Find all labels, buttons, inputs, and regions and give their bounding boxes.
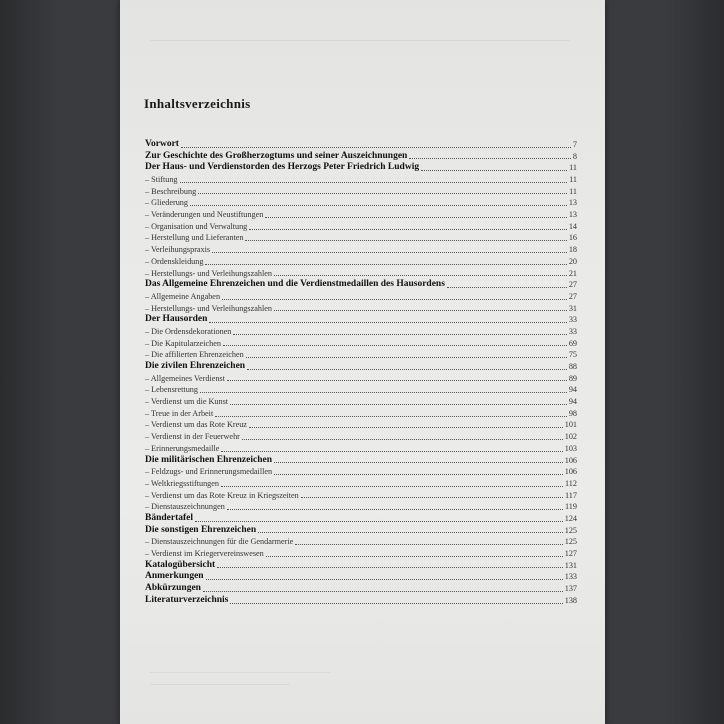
dot-leader [230,404,567,405]
dot-leader [265,217,567,218]
toc-subentry [145,478,577,490]
dot-leader [447,287,567,288]
toc-subentry [145,291,577,303]
toc-heading [145,139,577,151]
toc-page-number: 112 [565,478,577,488]
dot-leader [221,451,562,452]
toc-page-number: 94 [568,385,577,395]
toc-subentry [145,174,577,186]
toc-heading [145,361,577,373]
toc-entry-text: – Herstellungs- und Verleihungszahlen [145,303,272,313]
toc-subentry [145,373,577,385]
toc-page-number: 125 [564,537,577,547]
toc-entry-text: – Organisation und Verwaltung [145,221,248,231]
toc-entry-text: – Veränderungen und Neustiftungen [145,210,264,220]
toc-entry-text: – Verdienst in der Feuerwehr [145,432,240,442]
toc-entry-text: Katalogübersicht [145,559,216,570]
toc-page-number: 89 [568,373,577,383]
toc-entry-text: – Die Kapitularzeichen [145,338,221,348]
toc-page-number: 117 [565,490,577,500]
dot-leader [249,427,563,428]
toc-subentry [145,490,577,502]
toc-entry-text: – Verdienst um das Rote Kreuz in Kriegszeiten [145,490,299,500]
dot-leader [421,170,567,171]
dot-leader [200,392,567,393]
toc-entry-text: Die sonstigen Ehrenzeichen [145,524,257,535]
toc-entry-text: Vorwort [145,138,179,149]
toc-subentry [145,244,577,256]
toc-subentry [145,431,577,443]
toc-page-number: 106 [564,455,577,465]
toc-page-number: 11 [569,163,577,173]
toc-subentry [145,221,577,233]
dot-leader [181,147,571,148]
toc-entry-text: – Stiftung [145,175,178,185]
dot-leader [227,380,567,381]
ghost-line [150,672,330,673]
toc-subentry [145,408,577,420]
page-title: Inhaltsverzeichnis [144,96,251,111]
dot-leader [212,252,567,253]
toc-entry-text: – Beschreibung [145,186,197,196]
toc-page-number: 8 [572,151,577,161]
book-page [120,0,605,724]
toc-entry-text: – Verdienst im Kriegervereinswesen [145,549,264,559]
dot-leader [190,205,567,206]
dot-leader [409,158,571,159]
toc-entry-text: – Weltkriegsstiftungen [145,478,220,488]
dot-leader [245,240,566,241]
toc-page-number: 127 [564,549,577,559]
toc-page-number: 137 [564,584,577,594]
toc-heading [145,279,577,291]
toc-page-number: 16 [568,233,577,243]
toc-subentry [145,233,577,245]
dot-leader [246,357,567,358]
toc-entry-text: – Ordenskleidung [145,256,204,266]
toc-page-number: 20 [568,256,577,266]
toc-entry-text: – Die affilierten Ehrenzeichen [145,350,244,360]
dot-leader [274,275,567,276]
toc-entry-text: – Herstellung und Lieferanten [145,233,244,243]
ghost-line [150,684,290,685]
dot-leader [233,334,566,335]
toc-subentry [145,420,577,432]
toc-subentry [145,256,577,268]
toc-entry-text: – Allgemeines Verdienst [145,373,225,383]
toc-page-number: 102 [564,432,577,442]
toc-page-number: 98 [568,408,577,418]
toc-entry-text: Der Haus- und Verdienstorden des Herzogs Peter Friedrich Ludwig [145,162,420,173]
toc-page-number: 131 [564,560,577,570]
toc-subentry [145,326,577,338]
toc-page-number: 33 [568,326,577,336]
table-of-contents [145,139,577,607]
toc-subentry [145,396,577,408]
dot-leader [206,579,563,580]
toc-page-number: 31 [568,303,577,313]
toc-entry-text: – Dienstauszeichnungen für die Gendarmerie [145,537,294,547]
toc-subentry [145,268,577,280]
toc-page-number: 119 [565,502,577,512]
dot-leader [274,462,563,463]
dot-leader [247,369,567,370]
toc-heading [145,583,577,595]
ghost-line [150,40,570,41]
toc-heading [145,455,577,467]
toc-entry-text: – Verdienst um die Kunst [145,397,229,407]
toc-entry-text: – Treue in der Arbeit [145,408,214,418]
toc-page-number: 27 [568,280,577,290]
dot-leader [203,591,563,592]
toc-entry-text: Literaturverzeichnis [145,594,229,605]
toc-page-number: 138 [564,595,577,605]
toc-page-number: 106 [564,467,577,477]
toc-heading [145,513,577,525]
toc-subentry [145,548,577,560]
dot-leader [217,567,563,568]
toc-subentry [145,186,577,198]
toc-page-number: 13 [568,198,577,208]
toc-entry-text: – Gliederung [145,198,188,208]
toc-heading [145,151,577,163]
toc-heading [145,595,577,607]
toc-heading [145,525,577,537]
toc-page-number: 11 [569,186,577,196]
toc-subentry [145,384,577,396]
toc-page-number: 27 [568,291,577,301]
toc-subentry [145,501,577,513]
dot-leader [227,509,563,510]
toc-page-number: 124 [564,513,577,523]
toc-subentry [145,197,577,209]
toc-subentry [145,349,577,361]
toc-page-number: 21 [568,268,577,278]
toc-page-number: 13 [568,210,577,220]
toc-entry-text: – Herstellungs- und Verleihungszahlen [145,268,272,278]
toc-entry-text: Zur Geschichte des Großherzogtums und seiner Auszeichnungen [145,150,408,161]
dot-leader [249,229,567,230]
toc-subentry [145,466,577,478]
toc-entry-text: – Allgemeine Angaben [145,291,221,301]
toc-entry-text: – Lebensrettung [145,385,198,395]
toc-page-number: 69 [568,338,577,348]
toc-page-number: 7 [572,139,577,149]
toc-entry-text: – Verleihungspraxis [145,245,211,255]
toc-page-number: 18 [568,245,577,255]
toc-entry-text: Bändertafel [145,512,194,523]
toc-heading [145,571,577,583]
dot-leader [274,310,567,311]
toc-page-number: 94 [568,397,577,407]
dot-leader [195,521,563,522]
toc-entry-text: – Erinnerungsmedaille [145,443,220,453]
toc-heading [145,560,577,572]
toc-entry-text: Anmerkungen [145,571,204,582]
dot-leader [209,322,566,323]
dot-leader [295,544,562,545]
toc-subentry [145,338,577,350]
dot-leader [301,497,563,498]
toc-heading [145,162,577,174]
toc-entry-text: Das Allgemeine Ehrenzeichen und die Verdienstmedaillen des Hausordens [145,279,445,290]
dot-leader [198,193,567,194]
toc-page-number: 103 [564,443,577,453]
toc-entry-text: Abkürzungen [145,583,201,594]
toc-page-number: 125 [564,525,577,535]
toc-subentry [145,536,577,548]
dot-leader [230,603,562,604]
toc-entry-text: – Feldzugs- und Erinnerungsmedaillen [145,467,273,477]
dot-leader [180,182,568,183]
dot-leader [266,556,563,557]
toc-subentry [145,303,577,315]
toc-entry-text: – Dienstauszeichnungen [145,502,225,512]
toc-entry-text: – Die Ordensdekorationen [145,326,232,336]
dot-leader [205,264,566,265]
toc-entry-text: – Verdienst um das Rote Kreuz [145,420,247,430]
toc-entry-text: Die zivilen Ehrenzeichen [145,361,246,372]
dot-leader [222,299,567,300]
toc-page-number: 11 [569,175,577,185]
toc-page-number: 88 [568,362,577,372]
dot-leader [215,416,567,417]
dot-leader [274,474,563,475]
toc-entry-text: Der Hausorden [145,314,208,325]
dot-leader [242,439,563,440]
dot-leader [223,345,567,346]
toc-page-number: 75 [568,350,577,360]
toc-page-number: 101 [564,420,577,430]
toc-page-number: 14 [568,221,577,231]
toc-subentry [145,209,577,221]
dot-leader [221,486,563,487]
toc-heading [145,314,577,326]
toc-entry-text: Die militärischen Ehrenzeichen [145,454,273,465]
dot-leader [258,532,563,533]
toc-page-number: 33 [568,315,577,325]
toc-subentry [145,443,577,455]
toc-page-number: 133 [564,572,577,582]
